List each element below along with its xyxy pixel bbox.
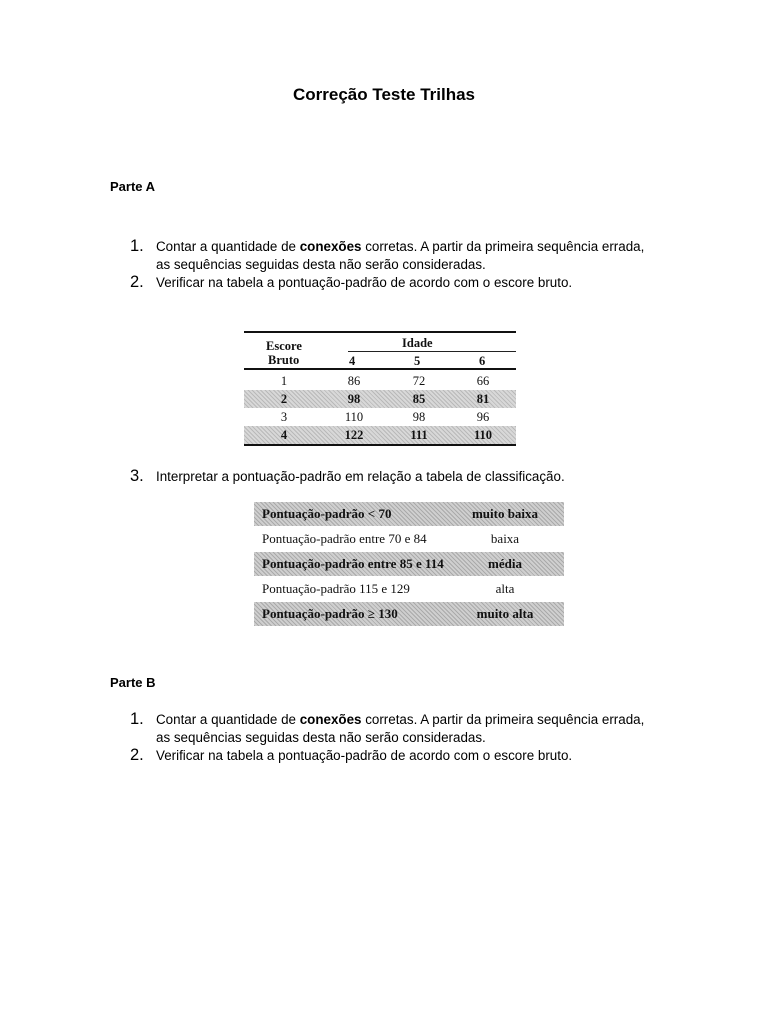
- range-cell: Pontuação-padrão entre 85 e 114: [262, 556, 444, 571]
- table-rule: [244, 444, 516, 446]
- class-cell: baixa: [490, 531, 520, 546]
- age-header: 4: [349, 354, 356, 368]
- value-cell: 85: [412, 392, 426, 406]
- value-cell: 110: [473, 428, 493, 442]
- value-cell: 72: [412, 374, 426, 388]
- range-cell: Pontuação-padrão ≥ 130: [262, 606, 398, 621]
- list-item: [130, 238, 650, 274]
- page-title: Correção Teste Trilhas: [292, 85, 476, 104]
- step-text-post: corretas. A partir da primeira sequência errada, as sequências seguidas desta não serão consideradas.: [156, 239, 645, 272]
- list-item: [130, 711, 650, 747]
- col-header-escore: Escore: [266, 339, 302, 353]
- value-cell: 111: [410, 428, 428, 442]
- part-a-steps-1-2: [130, 238, 650, 292]
- value-cell: 98: [412, 410, 426, 424]
- class-cell: muito baixa: [471, 506, 539, 521]
- class-cell: muito alta: [476, 606, 534, 621]
- table-rule: [244, 331, 516, 333]
- group-header-idade: Idade: [402, 336, 433, 350]
- table-row: [254, 502, 564, 526]
- table-row: [244, 372, 516, 390]
- range-cell: Pontuação-padrão entre 70 e 84: [262, 531, 427, 546]
- range-cell: Pontuação-padrão 115 e 129: [262, 581, 410, 596]
- value-cell: 122: [344, 428, 364, 442]
- score-cell: 1: [280, 374, 288, 388]
- step-number: 1.: [130, 710, 144, 728]
- list-item: [130, 468, 650, 486]
- range-cell: Pontuação-padrão < 70: [262, 506, 392, 521]
- step-number: 2.: [130, 746, 144, 764]
- step-number: 2.: [130, 273, 144, 291]
- value-cell: 110: [344, 410, 364, 424]
- age-header: 5: [414, 354, 421, 368]
- part-b-steps: [130, 711, 650, 765]
- list-item: [130, 747, 650, 765]
- class-cell: alta: [495, 581, 515, 596]
- value-cell: 66: [476, 374, 490, 388]
- value-cell: 96: [476, 410, 490, 424]
- part-a-step-3: [130, 468, 650, 486]
- score-cell: 4: [280, 428, 288, 442]
- step-text-post: corretas. A partir da primeira sequência errada, as sequências seguidas desta não serão consideradas.: [156, 712, 645, 745]
- table-rule: [348, 351, 516, 352]
- step-text-pre: Contar a quantidade de: [156, 712, 300, 727]
- step-number: 1.: [130, 237, 144, 255]
- value-cell: 98: [347, 392, 361, 406]
- part-a-heading: Parte A: [110, 179, 156, 194]
- table-row: [254, 552, 564, 576]
- step-text: Verificar na tabela a pontuação-padrão de acordo com o escore bruto.: [156, 275, 573, 290]
- step-text-bold: conexões: [299, 239, 362, 254]
- step-text-pre: Contar a quantidade de: [156, 239, 300, 254]
- value-cell: 81: [476, 392, 490, 406]
- age-header: 6: [479, 354, 486, 368]
- table-row: [254, 527, 564, 551]
- class-cell: média: [488, 556, 522, 571]
- part-b-heading: Parte B: [110, 675, 156, 690]
- step-text-bold: conexões: [299, 712, 362, 727]
- col-header-bruto: Bruto: [268, 353, 300, 367]
- table-row: [244, 390, 516, 408]
- table-row: [244, 408, 516, 426]
- table-rule: [244, 368, 516, 370]
- list-item: [130, 274, 650, 292]
- table-row: [254, 602, 564, 626]
- step-text: Interpretar a pontuação-padrão em relação a tabela de classificação.: [156, 469, 565, 484]
- score-cell: 3: [280, 410, 288, 424]
- step-text: Verificar na tabela a pontuação-padrão de acordo com o escore bruto.: [156, 748, 573, 763]
- table-row: [254, 577, 564, 601]
- step-number: 3.: [130, 467, 144, 485]
- value-cell: 86: [347, 374, 361, 388]
- table-row: [244, 426, 516, 444]
- score-cell: 2: [280, 392, 288, 406]
